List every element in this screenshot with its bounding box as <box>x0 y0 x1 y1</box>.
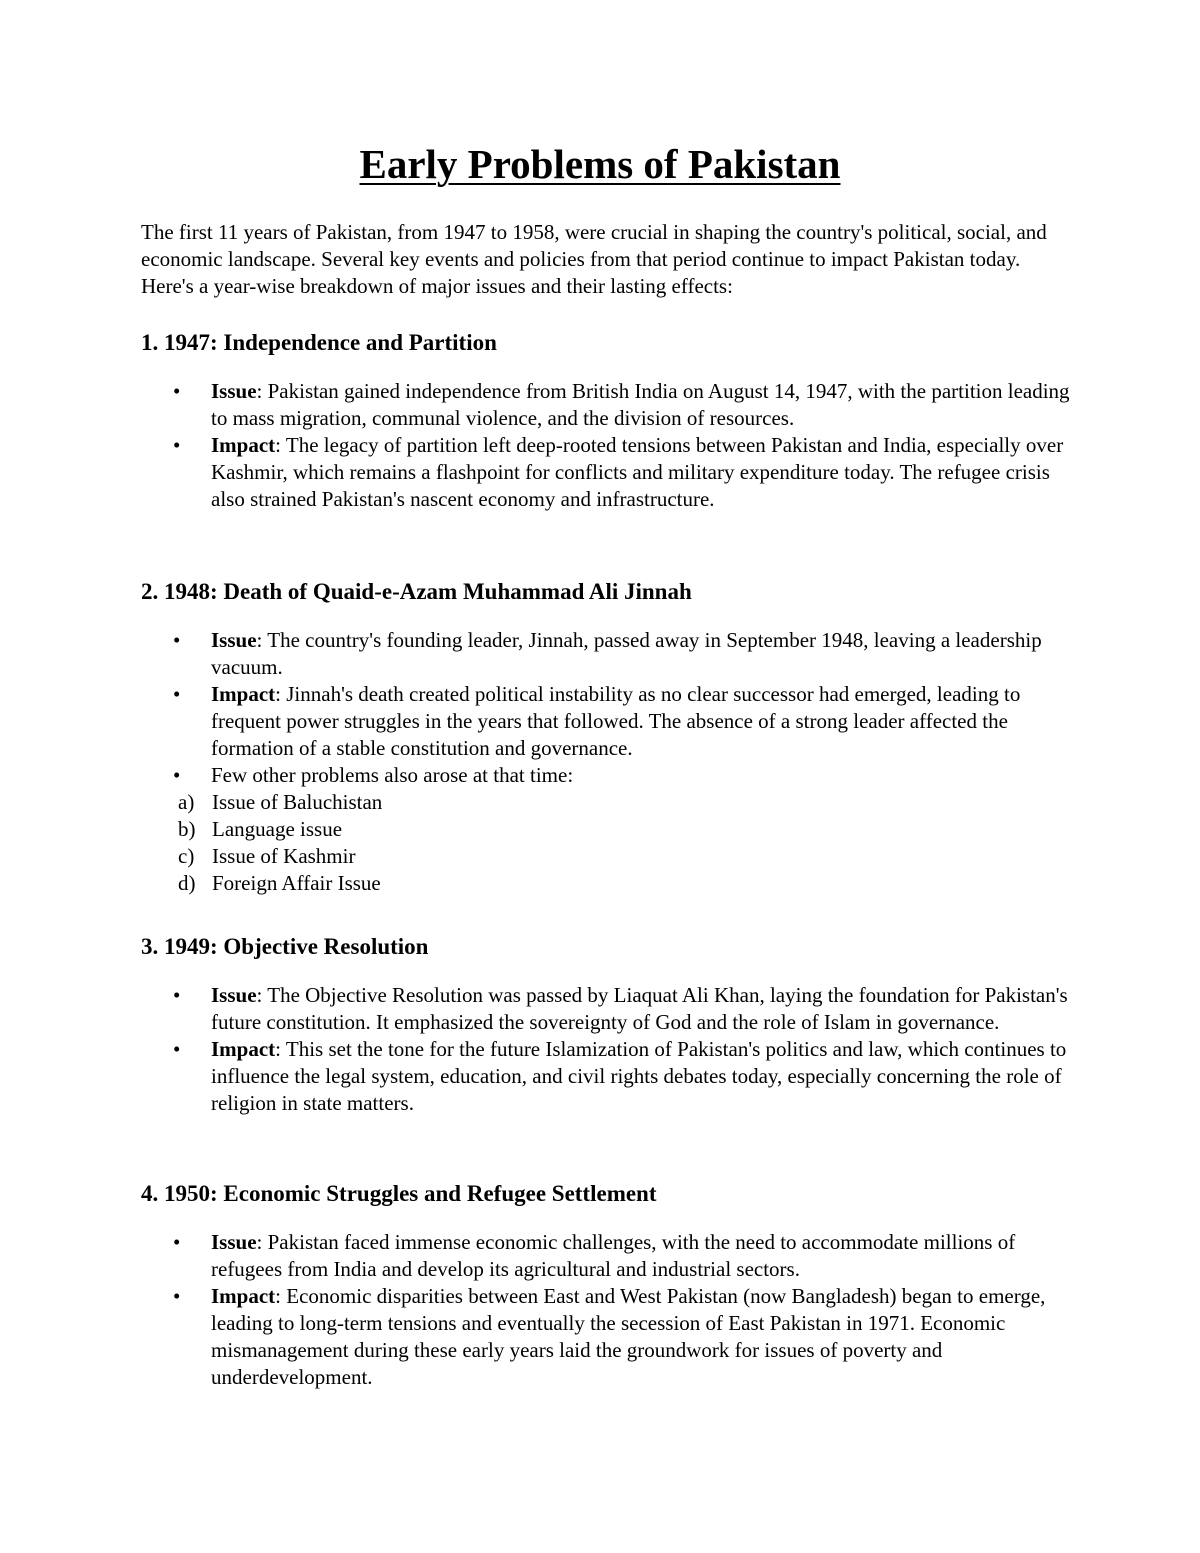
issue-text: : The country's founding leader, Jinnah, passed away in September 1948, leaving a leadership vacuum. <box>211 628 1042 679</box>
issue-text: : Pakistan gained independence from British India on August 14, 1947, with the partition leading to mass migration, communal violence, and the division of resources. <box>211 379 1070 430</box>
list-marker: d) <box>178 871 196 895</box>
impact-label: Impact <box>211 433 276 457</box>
list-item <box>141 843 1071 870</box>
bullet-icon: • <box>173 628 181 652</box>
bullet-list <box>141 627 1071 789</box>
bullet-list <box>141 378 1071 513</box>
bullet-icon: • <box>173 682 181 706</box>
other-problems-bullet <box>141 762 1081 789</box>
intro-paragraph: The first 11 years of Pakistan, from 1947 to 1958, were crucial in shaping the country's political, social, and economic landscape. Several key events and policies from that period continue to impact Pakistan today. Here's a year-wise breakdown of major issues and their lasting effects: <box>141 220 1047 298</box>
impact-bullet <box>141 1283 1081 1391</box>
bullet-icon: • <box>173 1284 181 1308</box>
issue-bullet <box>141 982 1081 1036</box>
issue-label: Issue <box>211 628 257 652</box>
list-item-text: Issue of Kashmir <box>212 844 356 868</box>
section-heading: 2. 1948: Death of Quaid-e-Azam Muhammad Ali Jinnah <box>141 579 692 604</box>
impact-text: : The legacy of partition left deep-rooted tensions between Pakistan and India, especially over Kashmir, which remains a flashpoint for conflicts and military expenditure today. The refugee crisis also strained Pakistan's nascent economy and infrastructure. <box>211 433 1064 511</box>
issue-label: Issue <box>211 983 257 1007</box>
list-item <box>141 789 1071 816</box>
bullet-icon: • <box>173 763 181 787</box>
impact-bullet <box>141 1036 1081 1117</box>
impact-text: : Economic disparities between East and West Pakistan (now Bangladesh) began to emerge, leading to long-term tensions and eventually the secession of East Pakistan in 1971. Economic mismanagement during these early years laid the groundwork for issues of poverty and underdevelopment. <box>211 1284 1046 1389</box>
issue-text: : The Objective Resolution was passed by Liaquat Ali Khan, laying the foundation for Pakistan's future constitution. It emphasized the sovereignty of God and the role of Islam in governance. <box>211 983 1068 1034</box>
list-marker: a) <box>178 790 195 814</box>
impact-bullet <box>141 681 1081 762</box>
bullet-icon: • <box>173 983 181 1007</box>
issue-bullet <box>141 627 1081 681</box>
issue-text: : Pakistan faced immense economic challenges, with the need to accommodate millions of refugees from India and develop its agricultural and industrial sectors. <box>211 1230 1016 1281</box>
bullet-list <box>141 982 1071 1117</box>
section-heading: 4. 1950: Economic Struggles and Refugee Settlement <box>141 1181 657 1206</box>
bullet-icon: • <box>173 379 181 403</box>
issue-bullet <box>141 1229 1081 1283</box>
section-1949 <box>141 932 1071 1117</box>
impact-bullet <box>141 432 1081 513</box>
list-marker: c) <box>178 844 195 868</box>
other-problems-text: Few other problems also arose at that time: <box>211 763 574 787</box>
impact-text: : Jinnah's death created political instability as no clear successor had emerged, leading to frequent power struggles in the years that followed. The absence of a strong leader affected the formation of a stable constitution and governance. <box>211 682 1021 760</box>
bullet-list <box>141 1229 1071 1391</box>
list-marker: b) <box>178 817 196 841</box>
section-heading: 1. 1947: Independence and Partition <box>141 330 497 355</box>
list-item-text: Language issue <box>212 817 343 841</box>
sub-list <box>141 789 1071 897</box>
list-item <box>141 816 1071 843</box>
impact-text: : This set the tone for the future Islamization of Pakistan's politics and law, which continues to influence the legal system, education, and civil rights debates today, especially concerning the role of religion in state matters. <box>211 1037 1067 1115</box>
list-item <box>141 870 1071 897</box>
bullet-icon: • <box>173 1037 181 1061</box>
bullet-icon: • <box>173 433 181 457</box>
impact-label: Impact <box>211 1284 276 1308</box>
list-item-text: Issue of Baluchistan <box>212 790 383 814</box>
issue-label: Issue <box>211 379 257 403</box>
issue-label: Issue <box>211 1230 257 1254</box>
bullet-icon: • <box>173 1230 181 1254</box>
section-1950 <box>141 1179 1071 1391</box>
list-item-text: Foreign Affair Issue <box>212 871 381 895</box>
section-1947 <box>141 328 1071 513</box>
section-heading: 3. 1949: Objective Resolution <box>141 934 429 959</box>
page-title: Early Problems of Pakistan <box>359 141 841 187</box>
issue-bullet <box>141 378 1081 432</box>
impact-label: Impact <box>211 1037 276 1061</box>
section-1948 <box>141 577 1071 897</box>
impact-label: Impact <box>211 682 276 706</box>
